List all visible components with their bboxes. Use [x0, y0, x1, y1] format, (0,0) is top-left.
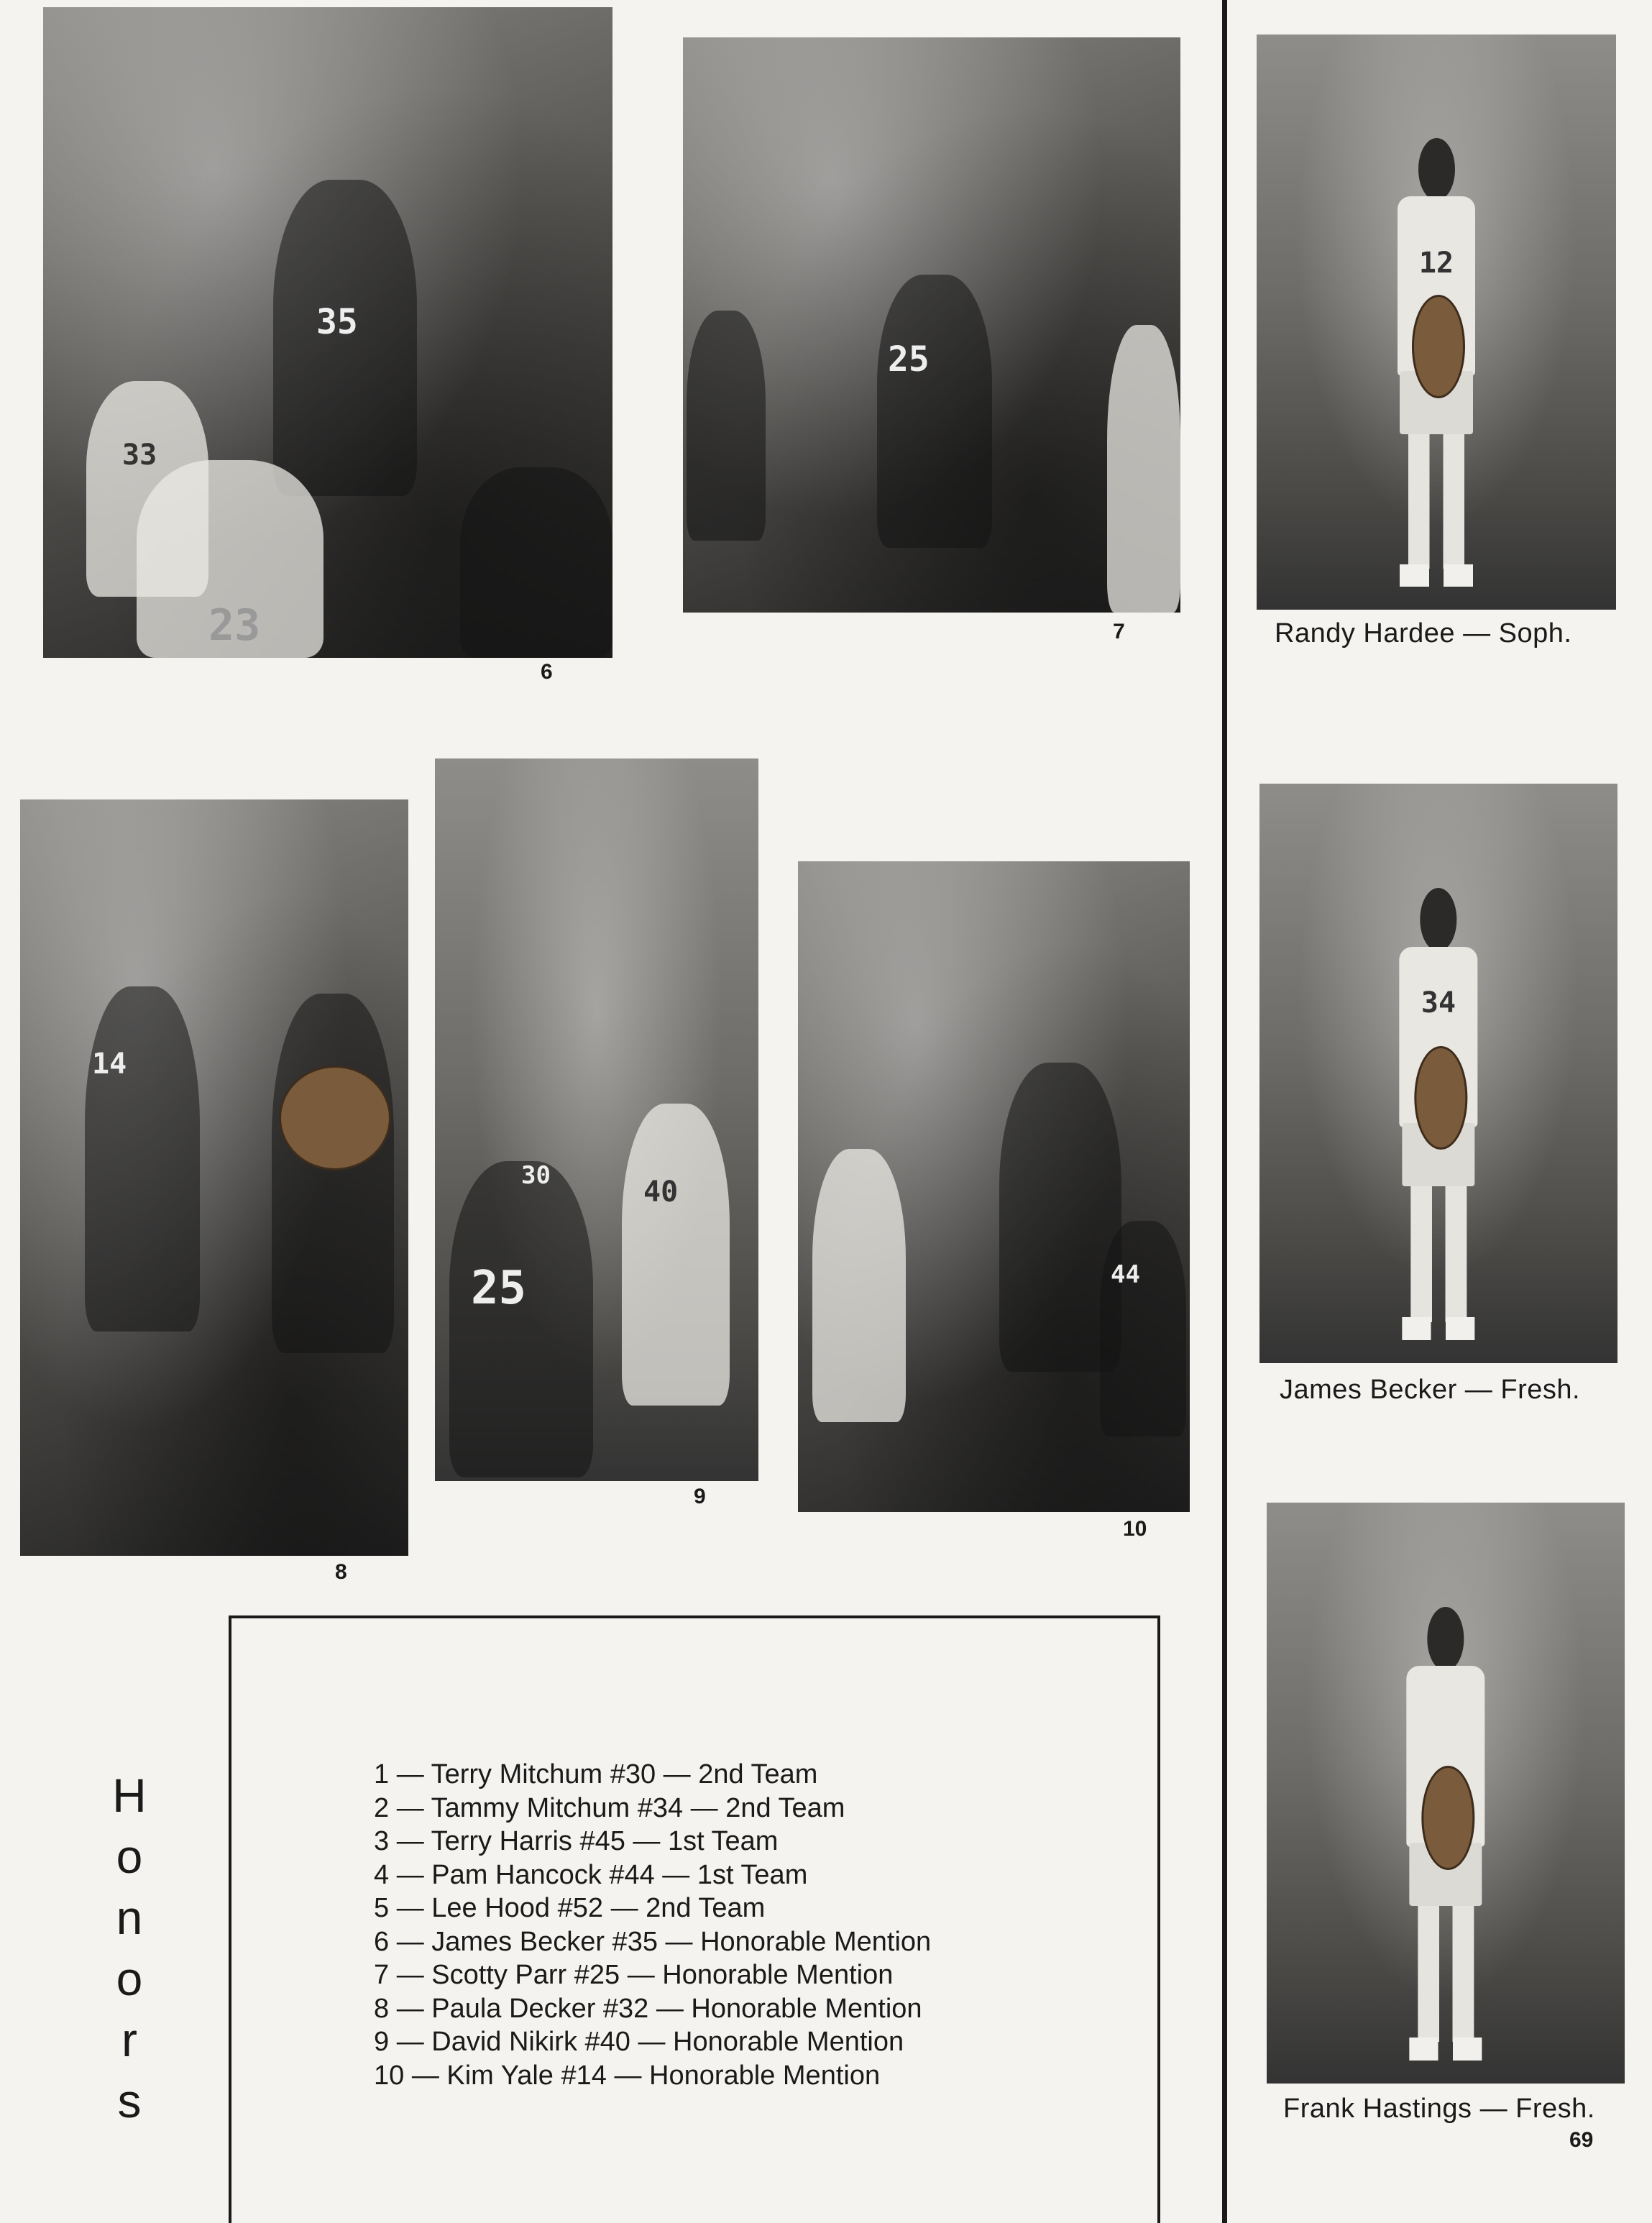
honors-title-letter: o [116, 1830, 143, 1883]
jersey-number: 30 [521, 1161, 551, 1190]
player-figure [1375, 138, 1497, 587]
honors-item: 7 — Scotty Parr #25 — Honorable Mention [374, 1960, 894, 1990]
column-divider [1222, 0, 1227, 2223]
player-shape [1100, 1221, 1186, 1436]
honors-item: 6 — James Becker #35 — Honorable Mention [374, 1926, 932, 1957]
photo-number-9: 9 [694, 1485, 706, 1508]
honors-item: 9 — David Nikirk #40 — Honorable Mention [374, 2027, 904, 2057]
honors-item: 1 — Terry Mitchum #30 — 2nd Team [374, 1759, 818, 1789]
player-shape [687, 311, 766, 541]
honors-title-letter: s [117, 2074, 142, 2127]
honors-item: 10 — Kim Yale #14 — Honorable Mention [374, 2060, 881, 2091]
honors-title-letter: r [121, 2013, 137, 2066]
player-shape [272, 994, 394, 1353]
jersey-number: 33 [122, 439, 157, 472]
player-shoes [1402, 1317, 1475, 1339]
honors-item: 5 — Lee Hood #52 — 2nd Team [374, 1893, 766, 1923]
jersey-number: 23 [208, 600, 261, 651]
page-number: 69 [1569, 2128, 1594, 2152]
player-shape [86, 381, 208, 597]
action-photo-7 [683, 37, 1180, 613]
action-photo-9 [435, 758, 758, 1481]
photo-number-8: 8 [335, 1560, 347, 1584]
player-shoes [1400, 564, 1473, 587]
jersey-number: 40 [643, 1175, 679, 1209]
honors-item: 3 — Terry Harris #45 — 1st Team [374, 1826, 779, 1856]
portrait-photo-2 [1259, 784, 1617, 1363]
jersey-number: 34 [1421, 986, 1456, 1020]
portrait-photo-1 [1257, 35, 1616, 610]
honors-title-letter: o [116, 1952, 143, 2005]
photo-number-6: 6 [541, 660, 553, 684]
portrait-caption-1: Randy Hardee — Soph. [1275, 618, 1572, 648]
player-head [1421, 888, 1457, 951]
player-figure [1377, 888, 1499, 1340]
portrait-caption-2: James Becker — Fresh. [1280, 1375, 1581, 1405]
action-photo-10 [798, 861, 1190, 1512]
jersey-number: 25 [471, 1262, 527, 1315]
player-shape [449, 1161, 593, 1477]
player-shape [812, 1149, 906, 1422]
player-shoes [1409, 2038, 1482, 2061]
portrait-photo-3 [1267, 1503, 1625, 2084]
basketball [1421, 1766, 1474, 1870]
basketball [1414, 1046, 1467, 1150]
player-shape [460, 467, 612, 658]
honors-title [101, 1765, 158, 2132]
player-shape [622, 1104, 730, 1406]
honors-list [374, 1758, 931, 2092]
action-photo-6 [43, 7, 612, 658]
honors-item: 4 — Pam Hancock #44 — 1st Team [374, 1859, 808, 1890]
basketball [279, 1065, 391, 1170]
honors-title-letter: n [116, 1891, 143, 1944]
player-legs [1408, 434, 1464, 569]
honors-title-letter: H [112, 1769, 147, 1822]
basketball [1412, 295, 1465, 398]
player-shape [877, 275, 992, 548]
photo-number-10: 10 [1123, 1517, 1147, 1541]
jersey-number: 12 [1418, 246, 1454, 280]
player-legs [1418, 1906, 1474, 2042]
action-photo-8 [20, 799, 408, 1556]
jersey-number: 25 [888, 339, 930, 380]
player-shape [1107, 325, 1180, 613]
player-figure [1385, 1607, 1506, 2060]
player-head [1418, 138, 1455, 201]
honors-item: 8 — Paula Decker #32 — Honorable Mention [374, 1993, 922, 2024]
jersey-number: 44 [1111, 1260, 1140, 1289]
photo-number-7: 7 [1113, 620, 1125, 643]
player-head [1428, 1607, 1464, 1670]
portrait-caption-3: Frank Hastings — Fresh. [1283, 2094, 1595, 2124]
honors-item: 2 — Tammy Mitchum #34 — 2nd Team [374, 1792, 845, 1823]
jersey-number: 14 [92, 1048, 127, 1081]
player-legs [1410, 1186, 1467, 1322]
player-shape [85, 986, 200, 1331]
jersey-number: 35 [316, 302, 358, 342]
